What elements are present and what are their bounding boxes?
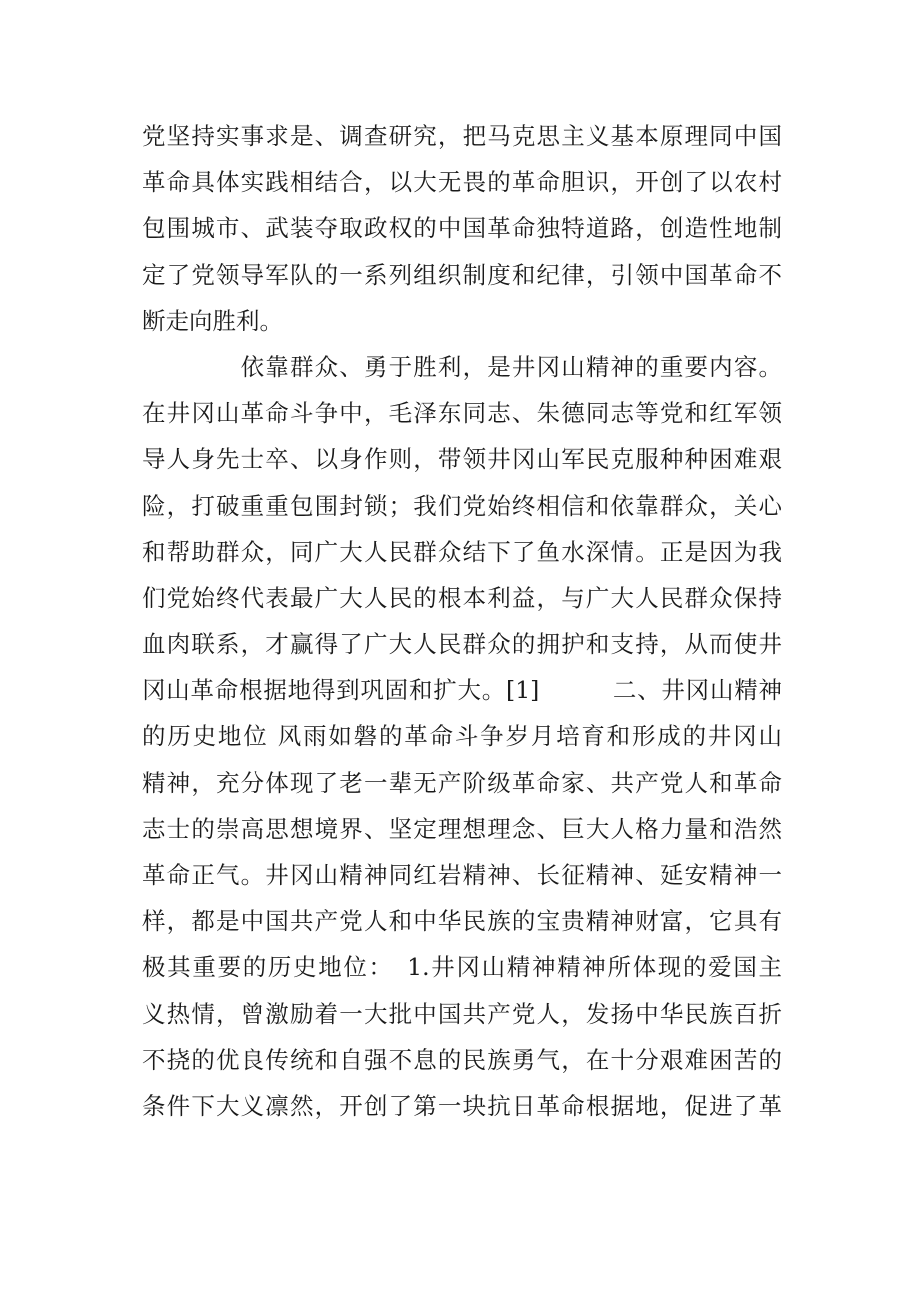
text-line: 依靠群众、勇于胜利，是井冈山精神的重要内容。 <box>142 352 782 381</box>
text-line: 定了党领导军队的一系列组织制度和纪律，引领中国革命不 <box>142 260 782 289</box>
text-line: 极其重要的历史地位： 1.井冈山精神精神所体现的爱国主 <box>142 953 782 982</box>
text-line: 在井冈山革命斗争中，毛泽东同志、朱德同志等党和红军领 <box>142 399 782 428</box>
text-line: 断走向胜利。 <box>142 306 283 335</box>
text-line: 样，都是中国共产党人和中华民族的宝贵精神财富，它具有 <box>142 907 782 936</box>
text-line: 不挠的优良传统和自强不息的民族勇气，在十分艰难困苦的 <box>142 1045 782 1074</box>
text-line: 险，打破重重包围封锁；我们党始终相信和依靠群众，关心 <box>142 491 782 520</box>
text-line: 革命具体实践相结合，以大无畏的革命胆识，开创了以农村 <box>142 168 782 197</box>
text-line: 导人身先士卒、以身作则，带领井冈山军民克服种种困难艰 <box>142 445 782 474</box>
text-line: 志士的崇高思想境界、坚定理想理念、巨大人格力量和浩然 <box>142 814 782 843</box>
text-line: 党坚持实事求是、调查研究，把马克思主义基本原理同中国 <box>142 122 782 150</box>
text-line: 的历史地位 风雨如磐的革命斗争岁月培育和形成的井冈山 <box>142 722 782 751</box>
text-line: 革命正气。井冈山精神同红岩精神、长征精神、延安精神一 <box>142 861 782 889</box>
text-line: 义热情，曾激励着一大批中国共产党人，发扬中华民族百折 <box>142 999 782 1028</box>
text-line: 和帮助群众，同广大人民群众结下了鱼水深情。正是因为我 <box>142 537 782 566</box>
text-line: 们党始终代表最广大人民的根本利益，与广大人民群众保持 <box>142 583 782 612</box>
text-line: 冈山革命根据地得到巩固和扩大。[1] 二、井冈山精神 <box>142 676 782 705</box>
text-line: 条件下大义凛然，开创了第一块抗日革命根据地，促进了革 <box>142 1091 782 1120</box>
text-line: 包围城市、武装夺取政权的中国革命独特道路，创造性地制 <box>142 214 782 243</box>
text-line: 精神，充分体现了老一辈无产阶级革命家、共产党人和革命 <box>142 768 782 797</box>
text-line: 血肉联系，才赢得了广大人民群众的拥护和支持，从而使井 <box>142 630 782 659</box>
body-text <box>142 113 782 1129</box>
